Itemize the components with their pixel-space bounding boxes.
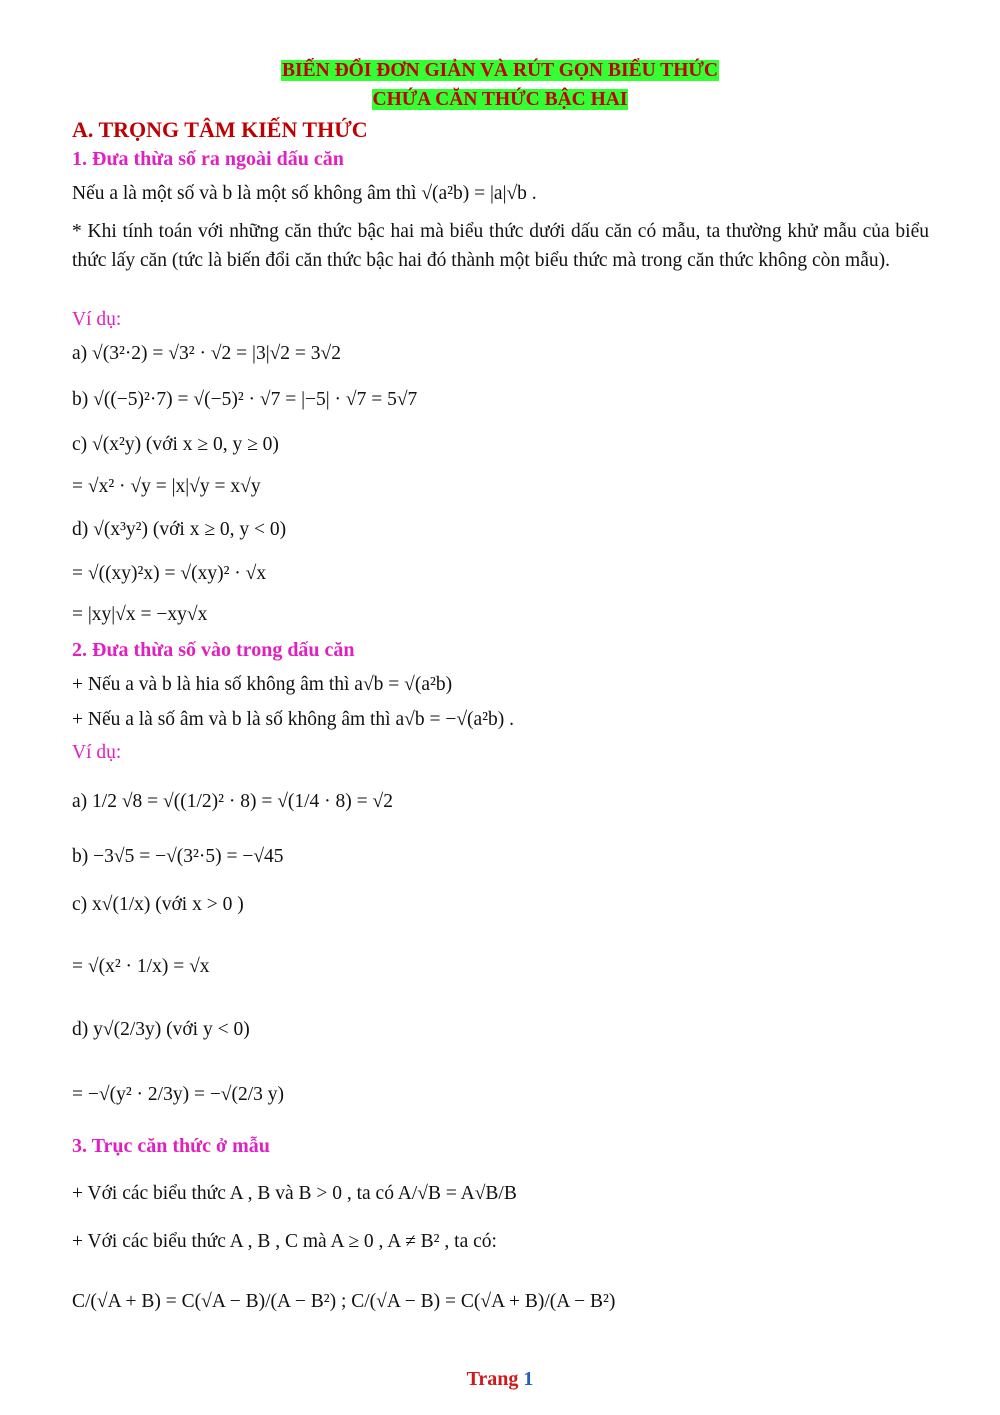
example-2a: a) 1/2 √8 = √((1/2)² · 8) = √(1/4 · 8) = √2 <box>72 791 393 812</box>
section-1-heading: 1. Đưa thừa số ra ngoài dấu căn <box>72 148 344 170</box>
section-3-heading: 3. Trục căn thức ở mẫu <box>72 1135 270 1157</box>
example-1d-line2: = √((xy)²x) = √(xy)² · √x <box>72 563 267 584</box>
formula-3: C/(√A + B) = C(√A − B)/(A − B²) ; C/(√A − B) = C(√A + B)/(A − B²) <box>72 1291 616 1312</box>
note-paragraph: * Khi tính toán với những căn thức bậc hai mà biểu thức dưới dấu căn có mẫu, ta thường khử mẫu của biểu thức lấy căn (tức là biến đổi căn thức bậc hai đó thành một biểu thức mà trong căn thức không còn mẫu). <box>72 221 929 271</box>
example-2c-line1: c) x√(1/x) (với x > 0 ) <box>72 894 244 915</box>
example-1d-line1: d) √(x³y²) (với x ≥ 0, y < 0) <box>72 519 287 540</box>
footer-page-number: 1 <box>523 1368 534 1390</box>
rule-3b: + Với các biểu thức A , B , C mà A ≥ 0 , A ≠ B² , ta có: <box>72 1231 497 1252</box>
example-1b: b) √((−5)²·7) = √(−5)² · √7 = |−5| · √7 = 5√7 <box>72 389 418 410</box>
section-2-heading: 2. Đưa thừa số vào trong dấu căn <box>72 639 355 661</box>
example-2c-line2: = √(x² · 1/x) = √x <box>72 956 210 977</box>
example-2d-line2: = −√(y² · 2/3y) = −√(2/3 y) <box>72 1084 285 1105</box>
example-label-2: Ví dụ: <box>72 742 122 763</box>
example-1d-line3: = |xy|√x = −xy√x <box>72 604 208 625</box>
example-2d-line1: d) y√(2/3y) (với y < 0) <box>72 1019 250 1040</box>
example-1c-line1: c) √(x²y) (với x ≥ 0, y ≥ 0) <box>72 434 279 455</box>
example-1a: a) √(3²·2) = √3² · √2 = |3|√2 = 3√2 <box>72 343 342 364</box>
example-2b: b) −3√5 = −√(3²·5) = −√45 <box>72 846 284 867</box>
doc-title-line2: CHỨA CĂN THỨC BẬC HAI <box>372 89 628 110</box>
doc-title-line1: BIẾN ĐỔI ĐƠN GIẢN VÀ RÚT GỌN BIỂU THỨC <box>282 60 718 81</box>
rule-2a: + Nếu a và b là hia số không âm thì a√b = √(a²b) <box>72 674 453 695</box>
example-1c-line2: = √x² · √y = |x|√y = x√y <box>72 476 261 497</box>
rule-2b: + Nếu a là số âm và b là số không âm thì a√b = −√(a²b) . <box>72 709 515 730</box>
section-a-heading: A. TRỌNG TÂM KIẾN THỨC <box>72 117 368 142</box>
page-footer <box>0 1368 1000 1391</box>
rule-3a: + Với các biểu thức A , B và B > 0 , ta có A/√B = A√B/B <box>72 1183 517 1204</box>
footer-label: Trang <box>466 1368 519 1390</box>
rule-1: Nếu a là một số và b là một số không âm thì √(a²b) = |a|√b . <box>72 183 537 204</box>
example-label-1: Ví dụ: <box>72 309 122 330</box>
